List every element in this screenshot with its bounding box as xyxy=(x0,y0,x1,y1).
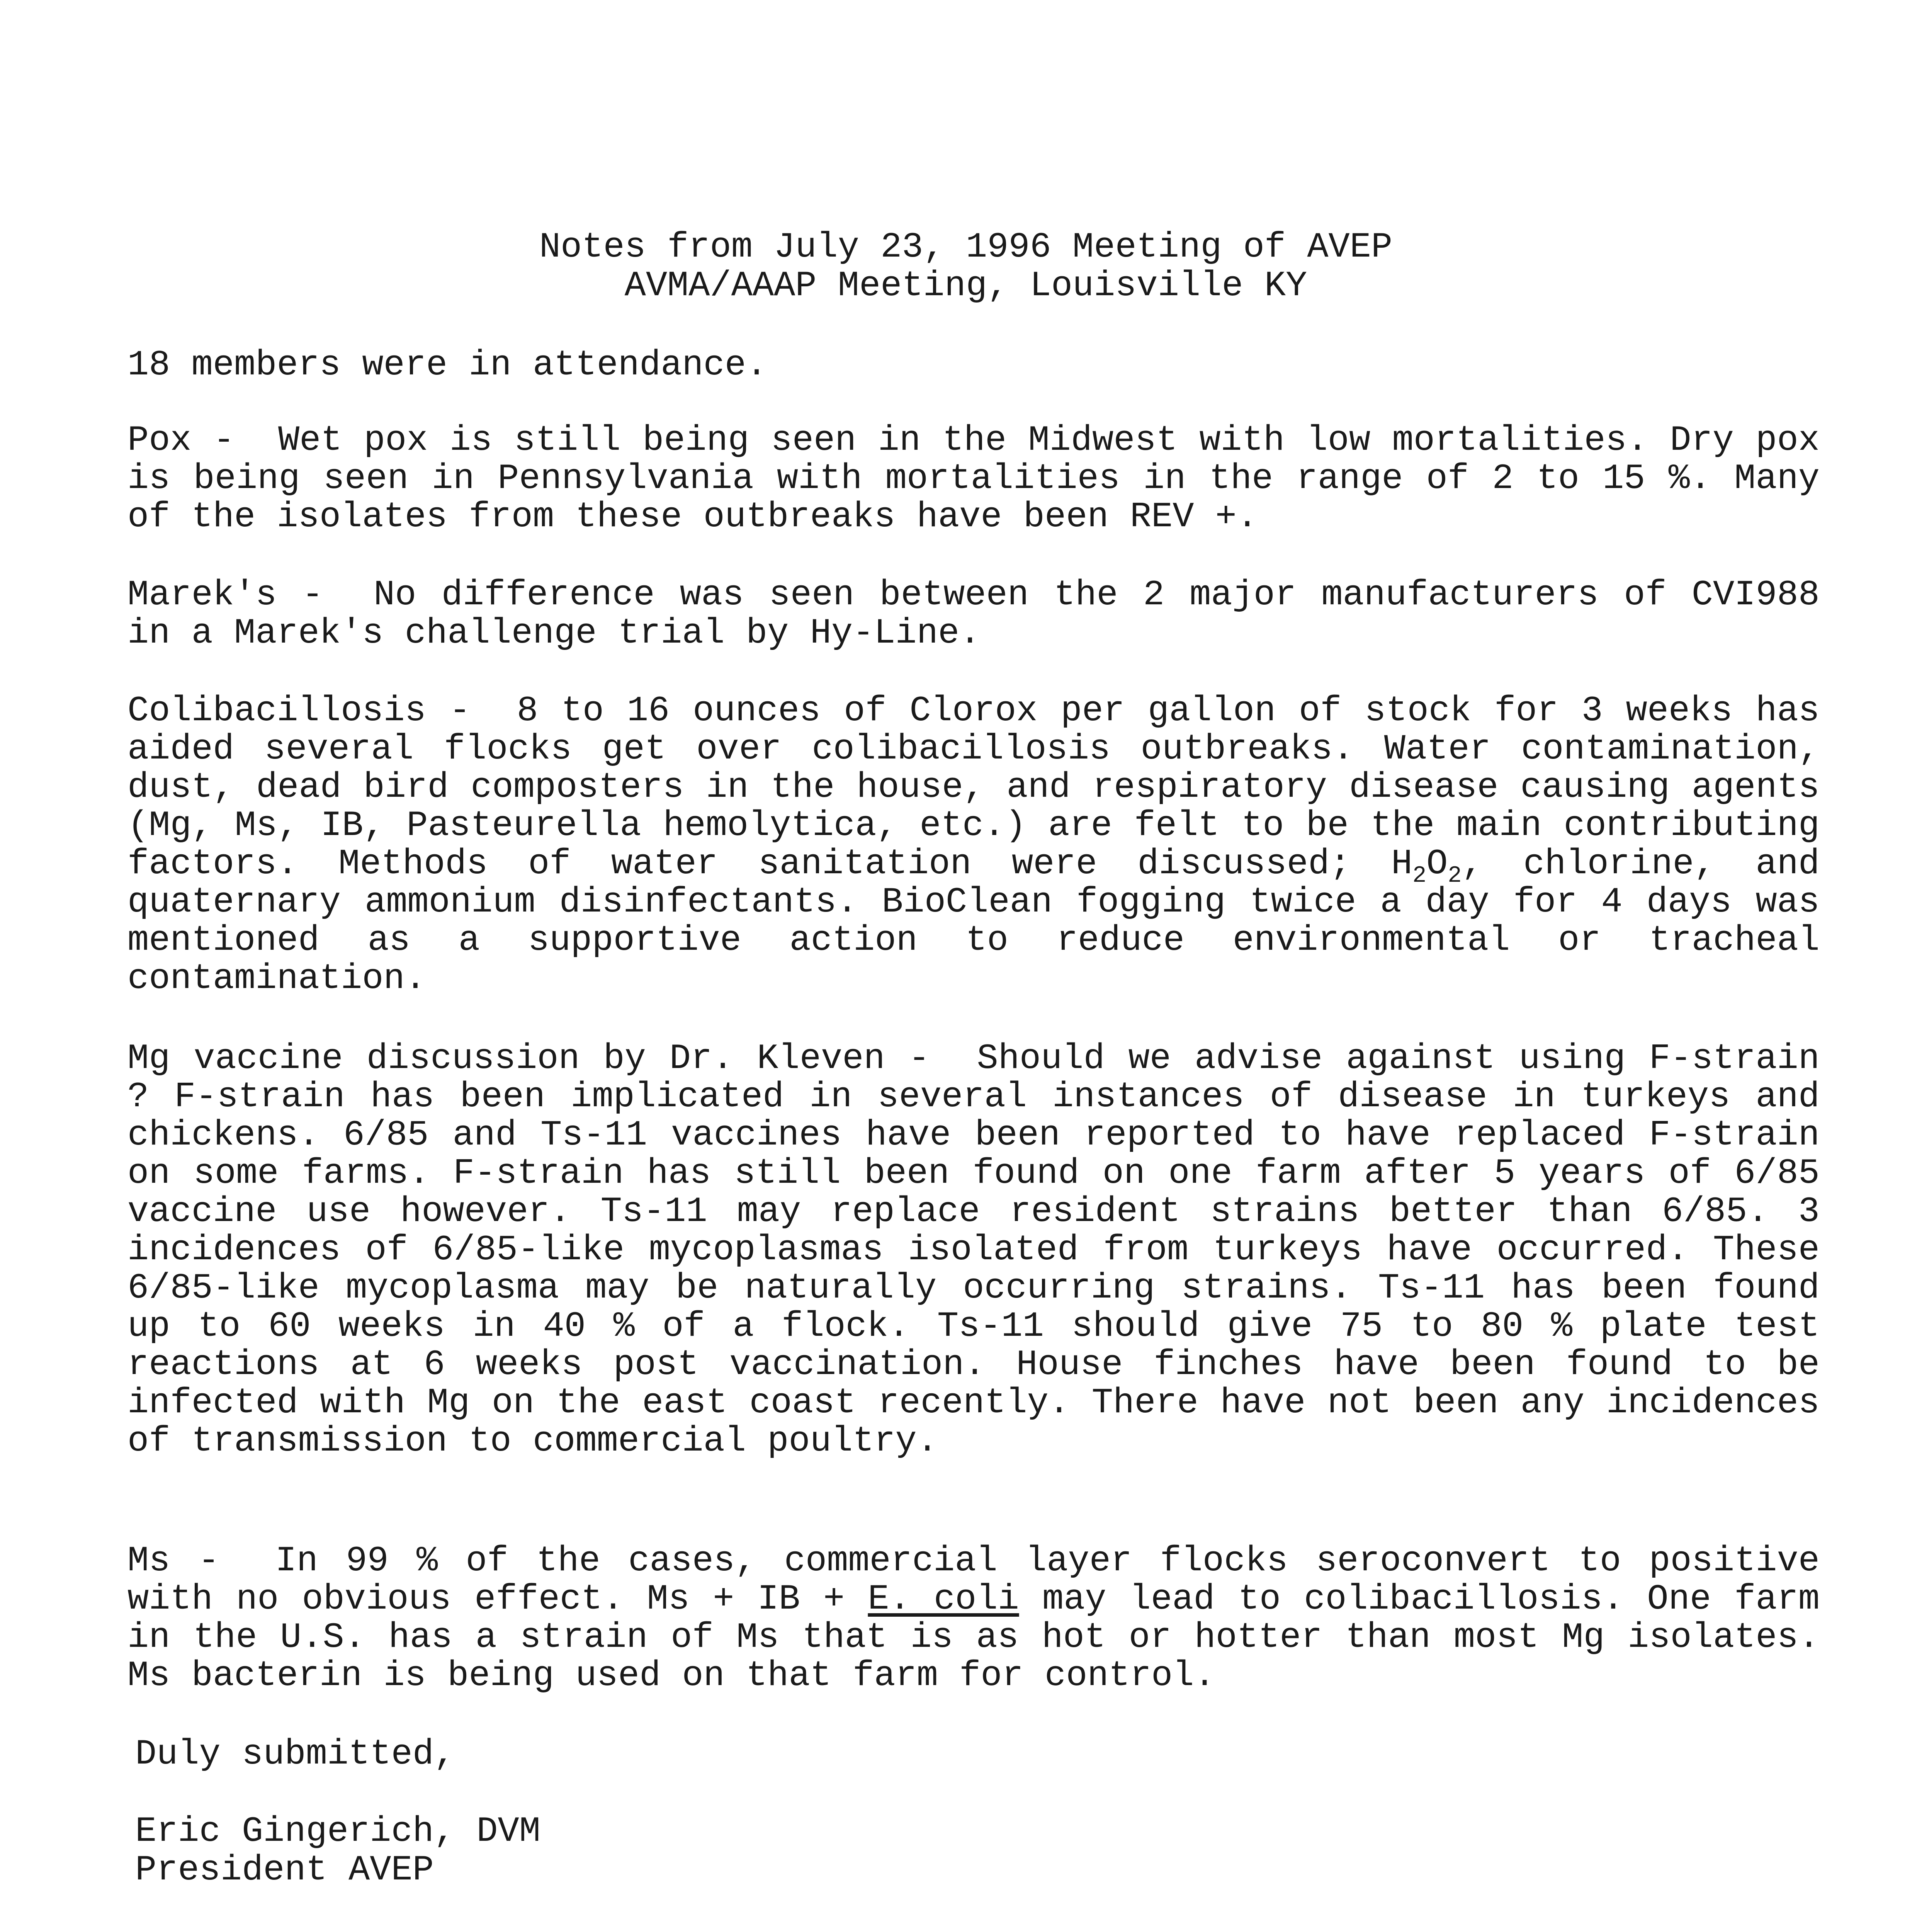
section-coli-text-a: 8 to 16 ounces of Clorox per gallon of stock for 3 weeks has aided several flocks get over colibacillosis outbreaks. Water contamination, dust, dead bird composters in the house, and respiratory disease causing agents (Mg, Ms, IB, Pasteurella hemolytica, etc.) are felt to be the main contributing factors. Methods of water sanitation were discussed; xyxy=(127,690,1820,884)
section-mg-text: Should we advise against using F-strain ? F-strain has been implicated in several instances of disease in turkeys and chickens. 6/85 and Ts-11 vaccines have been reported to have replaced F-strain on some farms. F-strain has still been found on one farm after 5 years of 6/85 vaccine use however. Ts-11 may replace resident strains better than 6/85. 3 incidences of 6/85-like mycoplasmas isolated from turkeys have occurred. These 6/85-like mycoplasma may be naturally occurring strains. Ts-11 has been found up to 60 weeks in 40 % of a flock. Ts-11 should give 75 to 80 % plate test reactions at 6 weeks post vaccination. House finches have been found to be infected with Mg on the east coast recently. There have not been any incidences of transmission to commercial poultry. xyxy=(127,1038,1820,1461)
signature-title: President AVEP xyxy=(135,1850,434,1890)
section-ms xyxy=(127,1542,1820,1695)
formula-sub-2: 2 xyxy=(1448,863,1462,889)
header-title-line: Notes from July 23, 1996 Meeting of AVEP xyxy=(539,227,1393,267)
section-ms-text-b: may lead to colibacillosis. One farm in the U.S. has a strain of Ms that is as hot or hotter than most Mg isolates. Ms bacterin is being used on that farm for control. xyxy=(127,1579,1820,1696)
section-mg-vaccine xyxy=(127,1039,1820,1460)
section-coli-label: Colibacillosis - xyxy=(127,690,471,731)
header-subtitle-line: AVMA/AAAP Meeting, Louisville KY xyxy=(624,265,1307,306)
signature-name: Eric Gingerich, DVM xyxy=(135,1811,540,1852)
section-pox xyxy=(127,421,1820,536)
section-colibacillosis xyxy=(127,692,1820,998)
formula-o: O xyxy=(1426,844,1448,884)
section-marek-label: Marek's - xyxy=(127,575,323,615)
section-marek xyxy=(127,576,1820,652)
peroxide-formula xyxy=(1391,844,1462,889)
closing-line: Duly submitted, xyxy=(135,1734,455,1774)
section-coli-text-b: , chlorine, and quaternary ammonium disinfectants. BioClean fogging twice a day for 4 days was mentioned as a supportive action to reduce environmental or tracheal contamination. xyxy=(127,844,1820,999)
section-ms-label: Ms - xyxy=(127,1541,219,1581)
document-header xyxy=(0,228,1917,305)
formula-h: H xyxy=(1391,844,1413,884)
section-mg-label: Mg vaccine discussion by Dr. Kleven - xyxy=(127,1038,930,1079)
organism-name: E. coli xyxy=(868,1579,1019,1619)
section-ms-text-a: In 99 % of the cases, commercial layer flocks seroconvert to positive with no obvious effect. Ms + IB + xyxy=(127,1541,1820,1619)
section-pox-text: Wet pox is still being seen in the Midwest with low mortalities. Dry pox is being seen in Pennsylvania with mortalities in the range of 2 to 15 %. Many of the isolates from these outbreaks have been REV +. xyxy=(127,420,1820,537)
formula-sub-1: 2 xyxy=(1412,863,1427,889)
attendance-note: 18 members were in attendance. xyxy=(127,345,768,385)
section-marek-text: No difference was seen between the 2 major manufacturers of CVI988 in a Marek's challenge trial by Hy-Line. xyxy=(127,575,1820,653)
section-pox-label: Pox - xyxy=(127,420,235,461)
